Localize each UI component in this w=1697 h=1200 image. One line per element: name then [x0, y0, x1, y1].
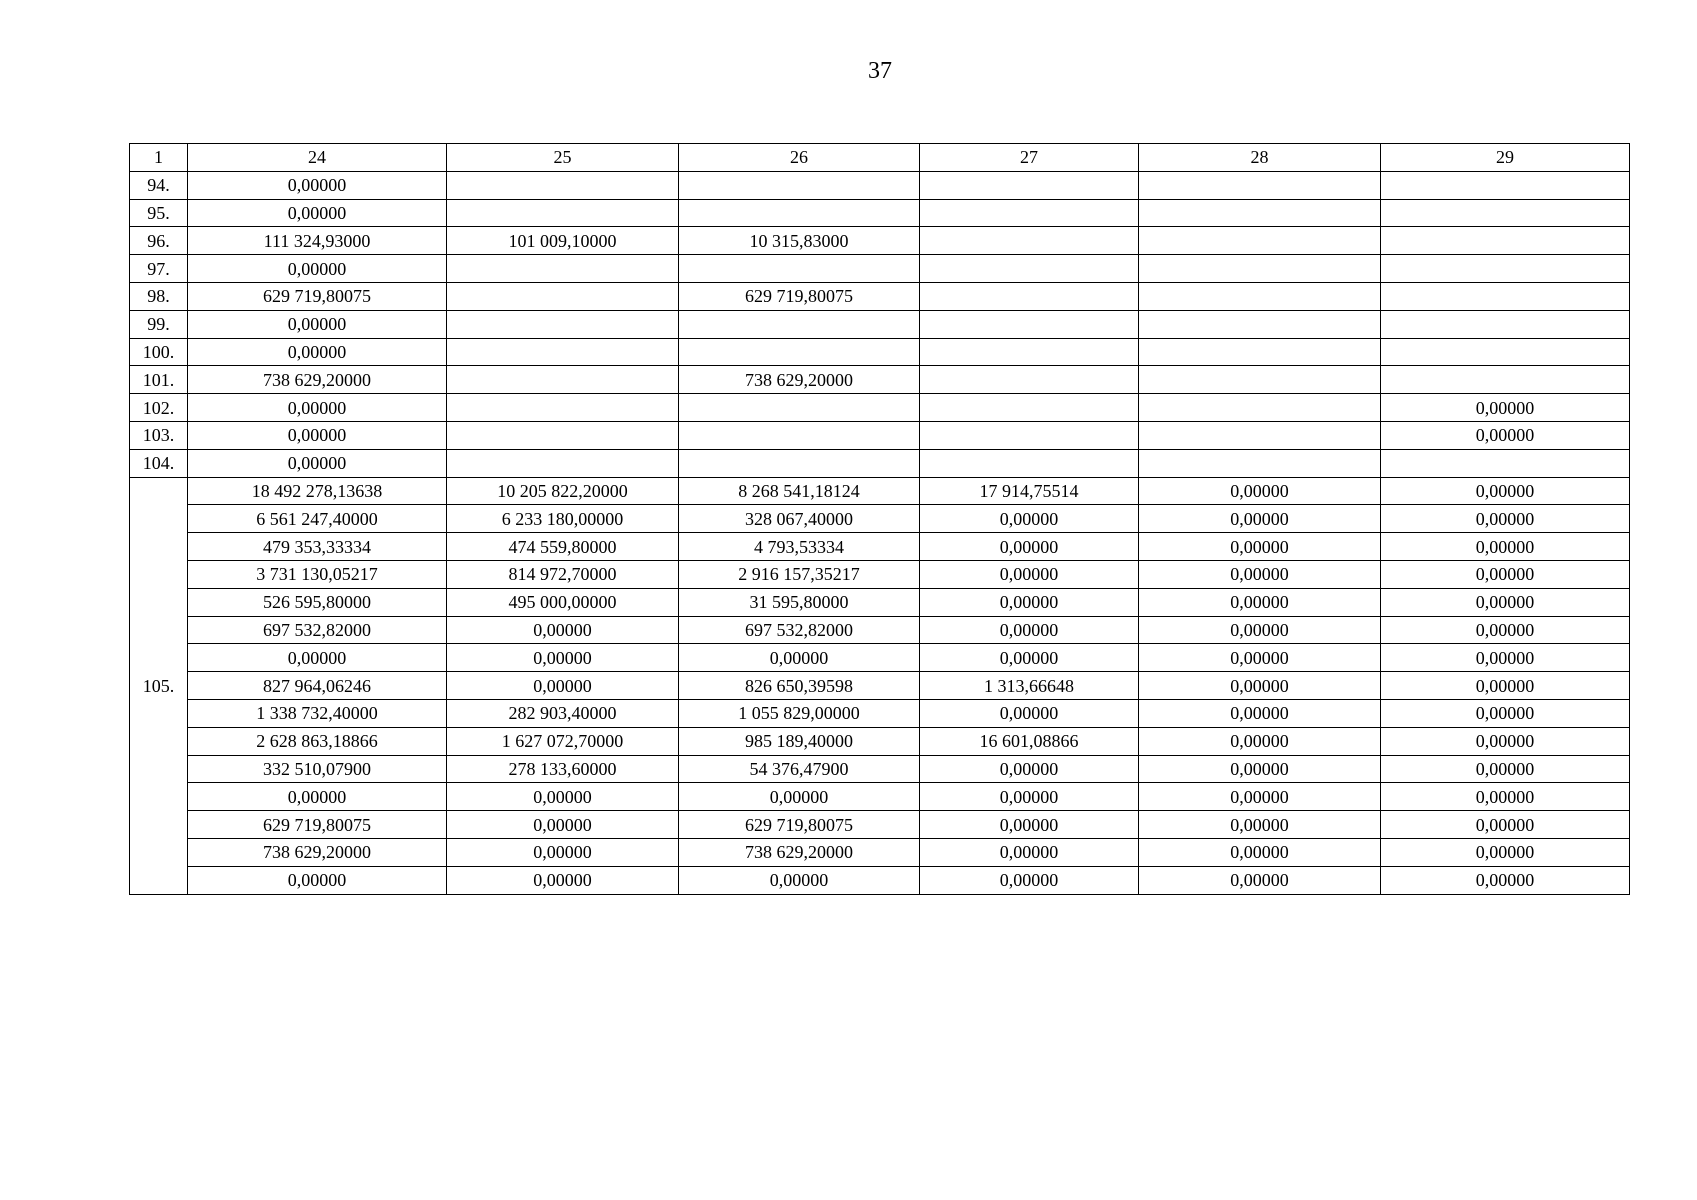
table-cell: 17 914,75514: [920, 477, 1139, 505]
table-cell: 6 233 180,00000: [447, 505, 679, 533]
table-cell: 10 205 822,20000: [447, 477, 679, 505]
table-cell: 0,00000: [1381, 644, 1630, 672]
table-cell: [679, 449, 920, 477]
table-cell: [1139, 366, 1381, 394]
table-cell: 0,00000: [1381, 505, 1630, 533]
table-cell: [447, 199, 679, 227]
table-row: [130, 644, 1630, 672]
table-cell: [1381, 366, 1630, 394]
table-row: [130, 866, 1630, 894]
table-cell: 0,00000: [1381, 588, 1630, 616]
table-cell: [679, 199, 920, 227]
row-number: 100.: [130, 338, 188, 366]
table-cell: [679, 255, 920, 283]
table-cell: 0,00000: [1381, 866, 1630, 894]
table-cell: 0,00000: [1139, 644, 1381, 672]
table-cell: 332 510,07900: [188, 755, 447, 783]
table-cell: 0,00000: [188, 171, 447, 199]
table-cell: [679, 421, 920, 449]
table-cell: 0,00000: [447, 866, 679, 894]
table-cell: 2 628 863,18866: [188, 727, 447, 755]
table-cell: 0,00000: [1381, 421, 1630, 449]
table-row: [130, 560, 1630, 588]
table-cell: 985 189,40000: [679, 727, 920, 755]
table-cell: 495 000,00000: [447, 588, 679, 616]
table-cell: 328 067,40000: [679, 505, 920, 533]
table-cell: 0,00000: [1381, 783, 1630, 811]
table-cell: 0,00000: [920, 533, 1139, 561]
table-cell: 282 903,40000: [447, 699, 679, 727]
table-cell: [1381, 310, 1630, 338]
table-cell: [447, 366, 679, 394]
column-header: 27: [920, 144, 1139, 172]
table-cell: 2 916 157,35217: [679, 560, 920, 588]
table-cell: 0,00000: [447, 672, 679, 700]
table-row: [130, 505, 1630, 533]
table-cell: 479 353,33334: [188, 533, 447, 561]
table-cell: 0,00000: [1381, 811, 1630, 839]
table-row: [130, 783, 1630, 811]
table-cell: 0,00000: [188, 866, 447, 894]
table-body: [130, 144, 1630, 895]
table-cell: [447, 394, 679, 422]
table-cell: 0,00000: [1139, 505, 1381, 533]
table-row: [130, 255, 1630, 283]
table-cell: 54 376,47900: [679, 755, 920, 783]
table-cell: 0,00000: [679, 783, 920, 811]
table-cell: 0,00000: [447, 616, 679, 644]
table-cell: 0,00000: [920, 588, 1139, 616]
table-cell: [920, 421, 1139, 449]
table-cell: 0,00000: [1381, 560, 1630, 588]
table-cell: 0,00000: [920, 838, 1139, 866]
column-header: 26: [679, 144, 920, 172]
row-number: 104.: [130, 449, 188, 477]
table-cell: [1139, 282, 1381, 310]
column-header: 28: [1139, 144, 1381, 172]
table-cell: 1 313,66648: [920, 672, 1139, 700]
table-cell: [920, 338, 1139, 366]
table-cell: [447, 449, 679, 477]
table-cell: 0,00000: [1139, 672, 1381, 700]
row-number: 102.: [130, 394, 188, 422]
table-cell: 0,00000: [1381, 533, 1630, 561]
table-cell: 0,00000: [1381, 394, 1630, 422]
table-cell: 111 324,93000: [188, 227, 447, 255]
table-cell: [1139, 227, 1381, 255]
table-cell: 0,00000: [1139, 866, 1381, 894]
table-cell: [1139, 421, 1381, 449]
table-row: [130, 672, 1630, 700]
table-row: [130, 727, 1630, 755]
table-cell: [920, 449, 1139, 477]
table-cell: 738 629,20000: [679, 838, 920, 866]
table-cell: [1381, 227, 1630, 255]
table-cell: 0,00000: [920, 783, 1139, 811]
table-cell: 0,00000: [188, 255, 447, 283]
table-row: [130, 616, 1630, 644]
table-cell: 0,00000: [1139, 477, 1381, 505]
table-cell: 629 719,80075: [188, 811, 447, 839]
table-cell: 0,00000: [1139, 783, 1381, 811]
table-cell: 0,00000: [188, 644, 447, 672]
row-number: 98.: [130, 282, 188, 310]
page-number: 37: [868, 58, 892, 84]
table-cell: 0,00000: [1139, 727, 1381, 755]
table-cell: 0,00000: [1381, 672, 1630, 700]
table-cell: 0,00000: [1381, 477, 1630, 505]
table-row: [130, 394, 1630, 422]
table-cell: [1139, 310, 1381, 338]
table-cell: 4 793,53334: [679, 533, 920, 561]
table-cell: 0,00000: [1139, 588, 1381, 616]
table-cell: [1139, 449, 1381, 477]
table-cell: 738 629,20000: [679, 366, 920, 394]
table-cell: 1 627 072,70000: [447, 727, 679, 755]
column-header: 24: [188, 144, 447, 172]
table-cell: [447, 421, 679, 449]
table-cell: 0,00000: [447, 783, 679, 811]
table-cell: [920, 199, 1139, 227]
table-row: [130, 338, 1630, 366]
table-cell: 0,00000: [1381, 838, 1630, 866]
row-number: 105.: [130, 477, 188, 894]
table-cell: 10 315,83000: [679, 227, 920, 255]
row-number: 101.: [130, 366, 188, 394]
table-cell: [447, 171, 679, 199]
table-row: [130, 449, 1630, 477]
table-cell: 0,00000: [188, 199, 447, 227]
table-cell: [1381, 338, 1630, 366]
header-row: [130, 144, 1630, 172]
table-cell: [679, 338, 920, 366]
table-cell: 0,00000: [1381, 755, 1630, 783]
table-cell: 0,00000: [920, 755, 1139, 783]
column-header: 1: [130, 144, 188, 172]
table-cell: 629 719,80075: [679, 811, 920, 839]
table-cell: [447, 282, 679, 310]
data-table: [129, 143, 1630, 895]
table-cell: 474 559,80000: [447, 533, 679, 561]
table-cell: 1 055 829,00000: [679, 699, 920, 727]
table-cell: [1381, 199, 1630, 227]
table-cell: 0,00000: [447, 644, 679, 672]
table-row: [130, 199, 1630, 227]
table-cell: 738 629,20000: [188, 366, 447, 394]
row-number: 96.: [130, 227, 188, 255]
table-row: [130, 366, 1630, 394]
table-cell: 0,00000: [188, 783, 447, 811]
row-number: 94.: [130, 171, 188, 199]
table-row: [130, 811, 1630, 839]
row-number: 99.: [130, 310, 188, 338]
table-cell: 0,00000: [1139, 533, 1381, 561]
table-cell: [920, 255, 1139, 283]
table-cell: [679, 171, 920, 199]
column-header: 29: [1381, 144, 1630, 172]
table-cell: 0,00000: [920, 644, 1139, 672]
table-cell: [920, 171, 1139, 199]
row-number: 97.: [130, 255, 188, 283]
table-cell: 0,00000: [920, 560, 1139, 588]
table-cell: 0,00000: [1139, 811, 1381, 839]
table-cell: 814 972,70000: [447, 560, 679, 588]
table-cell: 0,00000: [1139, 699, 1381, 727]
table-cell: 0,00000: [1139, 755, 1381, 783]
table-cell: 278 133,60000: [447, 755, 679, 783]
table-cell: 101 009,10000: [447, 227, 679, 255]
table-cell: [679, 394, 920, 422]
table-row: [130, 171, 1630, 199]
table-cell: 18 492 278,13638: [188, 477, 447, 505]
table-row: [130, 755, 1630, 783]
table-cell: [1139, 338, 1381, 366]
table-cell: 0,00000: [1381, 616, 1630, 644]
table-cell: [1381, 255, 1630, 283]
table-cell: [1139, 199, 1381, 227]
table-cell: [920, 366, 1139, 394]
table-cell: 0,00000: [188, 421, 447, 449]
table-row: [130, 588, 1630, 616]
table-row: [130, 310, 1630, 338]
table-cell: 0,00000: [679, 866, 920, 894]
table-cell: 0,00000: [1139, 838, 1381, 866]
table-cell: 31 595,80000: [679, 588, 920, 616]
table-cell: 0,00000: [920, 811, 1139, 839]
table-cell: [920, 394, 1139, 422]
table-cell: 0,00000: [1139, 560, 1381, 588]
table-cell: 0,00000: [1381, 727, 1630, 755]
table-cell: 0,00000: [920, 699, 1139, 727]
table-cell: 826 650,39598: [679, 672, 920, 700]
table-cell: 0,00000: [920, 616, 1139, 644]
table-cell: 0,00000: [188, 449, 447, 477]
table-cell: 6 561 247,40000: [188, 505, 447, 533]
table-cell: [447, 255, 679, 283]
table-cell: [1381, 449, 1630, 477]
table-cell: [447, 310, 679, 338]
table-cell: 629 719,80075: [679, 282, 920, 310]
table-cell: 0,00000: [920, 505, 1139, 533]
table-cell: 8 268 541,18124: [679, 477, 920, 505]
table-cell: 1 338 732,40000: [188, 699, 447, 727]
row-number: 103.: [130, 421, 188, 449]
table-row: [130, 282, 1630, 310]
table-cell: 0,00000: [1381, 699, 1630, 727]
table-cell: [447, 338, 679, 366]
column-header: 25: [447, 144, 679, 172]
table-row: [130, 838, 1630, 866]
table-cell: [920, 310, 1139, 338]
table-cell: 0,00000: [1139, 616, 1381, 644]
table-cell: [920, 227, 1139, 255]
table-cell: 0,00000: [188, 394, 447, 422]
table-cell: 0,00000: [188, 338, 447, 366]
table-cell: [1139, 394, 1381, 422]
table-cell: 0,00000: [447, 811, 679, 839]
table-cell: [1139, 171, 1381, 199]
table-cell: 0,00000: [188, 310, 447, 338]
table-cell: [679, 310, 920, 338]
table-row: [130, 699, 1630, 727]
table-cell: 827 964,06246: [188, 672, 447, 700]
table-row: [130, 421, 1630, 449]
table-cell: 0,00000: [920, 866, 1139, 894]
table-row: [130, 477, 1630, 505]
table-row: [130, 227, 1630, 255]
table-cell: 697 532,82000: [679, 616, 920, 644]
table-cell: [1381, 171, 1630, 199]
table-cell: [920, 282, 1139, 310]
table-cell: 0,00000: [447, 838, 679, 866]
table-row: [130, 533, 1630, 561]
table-cell: 738 629,20000: [188, 838, 447, 866]
table-cell: 697 532,82000: [188, 616, 447, 644]
table-cell: 629 719,80075: [188, 282, 447, 310]
table-cell: 0,00000: [679, 644, 920, 672]
table-cell: [1381, 282, 1630, 310]
row-number: 95.: [130, 199, 188, 227]
table-cell: [1139, 255, 1381, 283]
table-cell: 16 601,08866: [920, 727, 1139, 755]
table-cell: 526 595,80000: [188, 588, 447, 616]
table-cell: 3 731 130,05217: [188, 560, 447, 588]
